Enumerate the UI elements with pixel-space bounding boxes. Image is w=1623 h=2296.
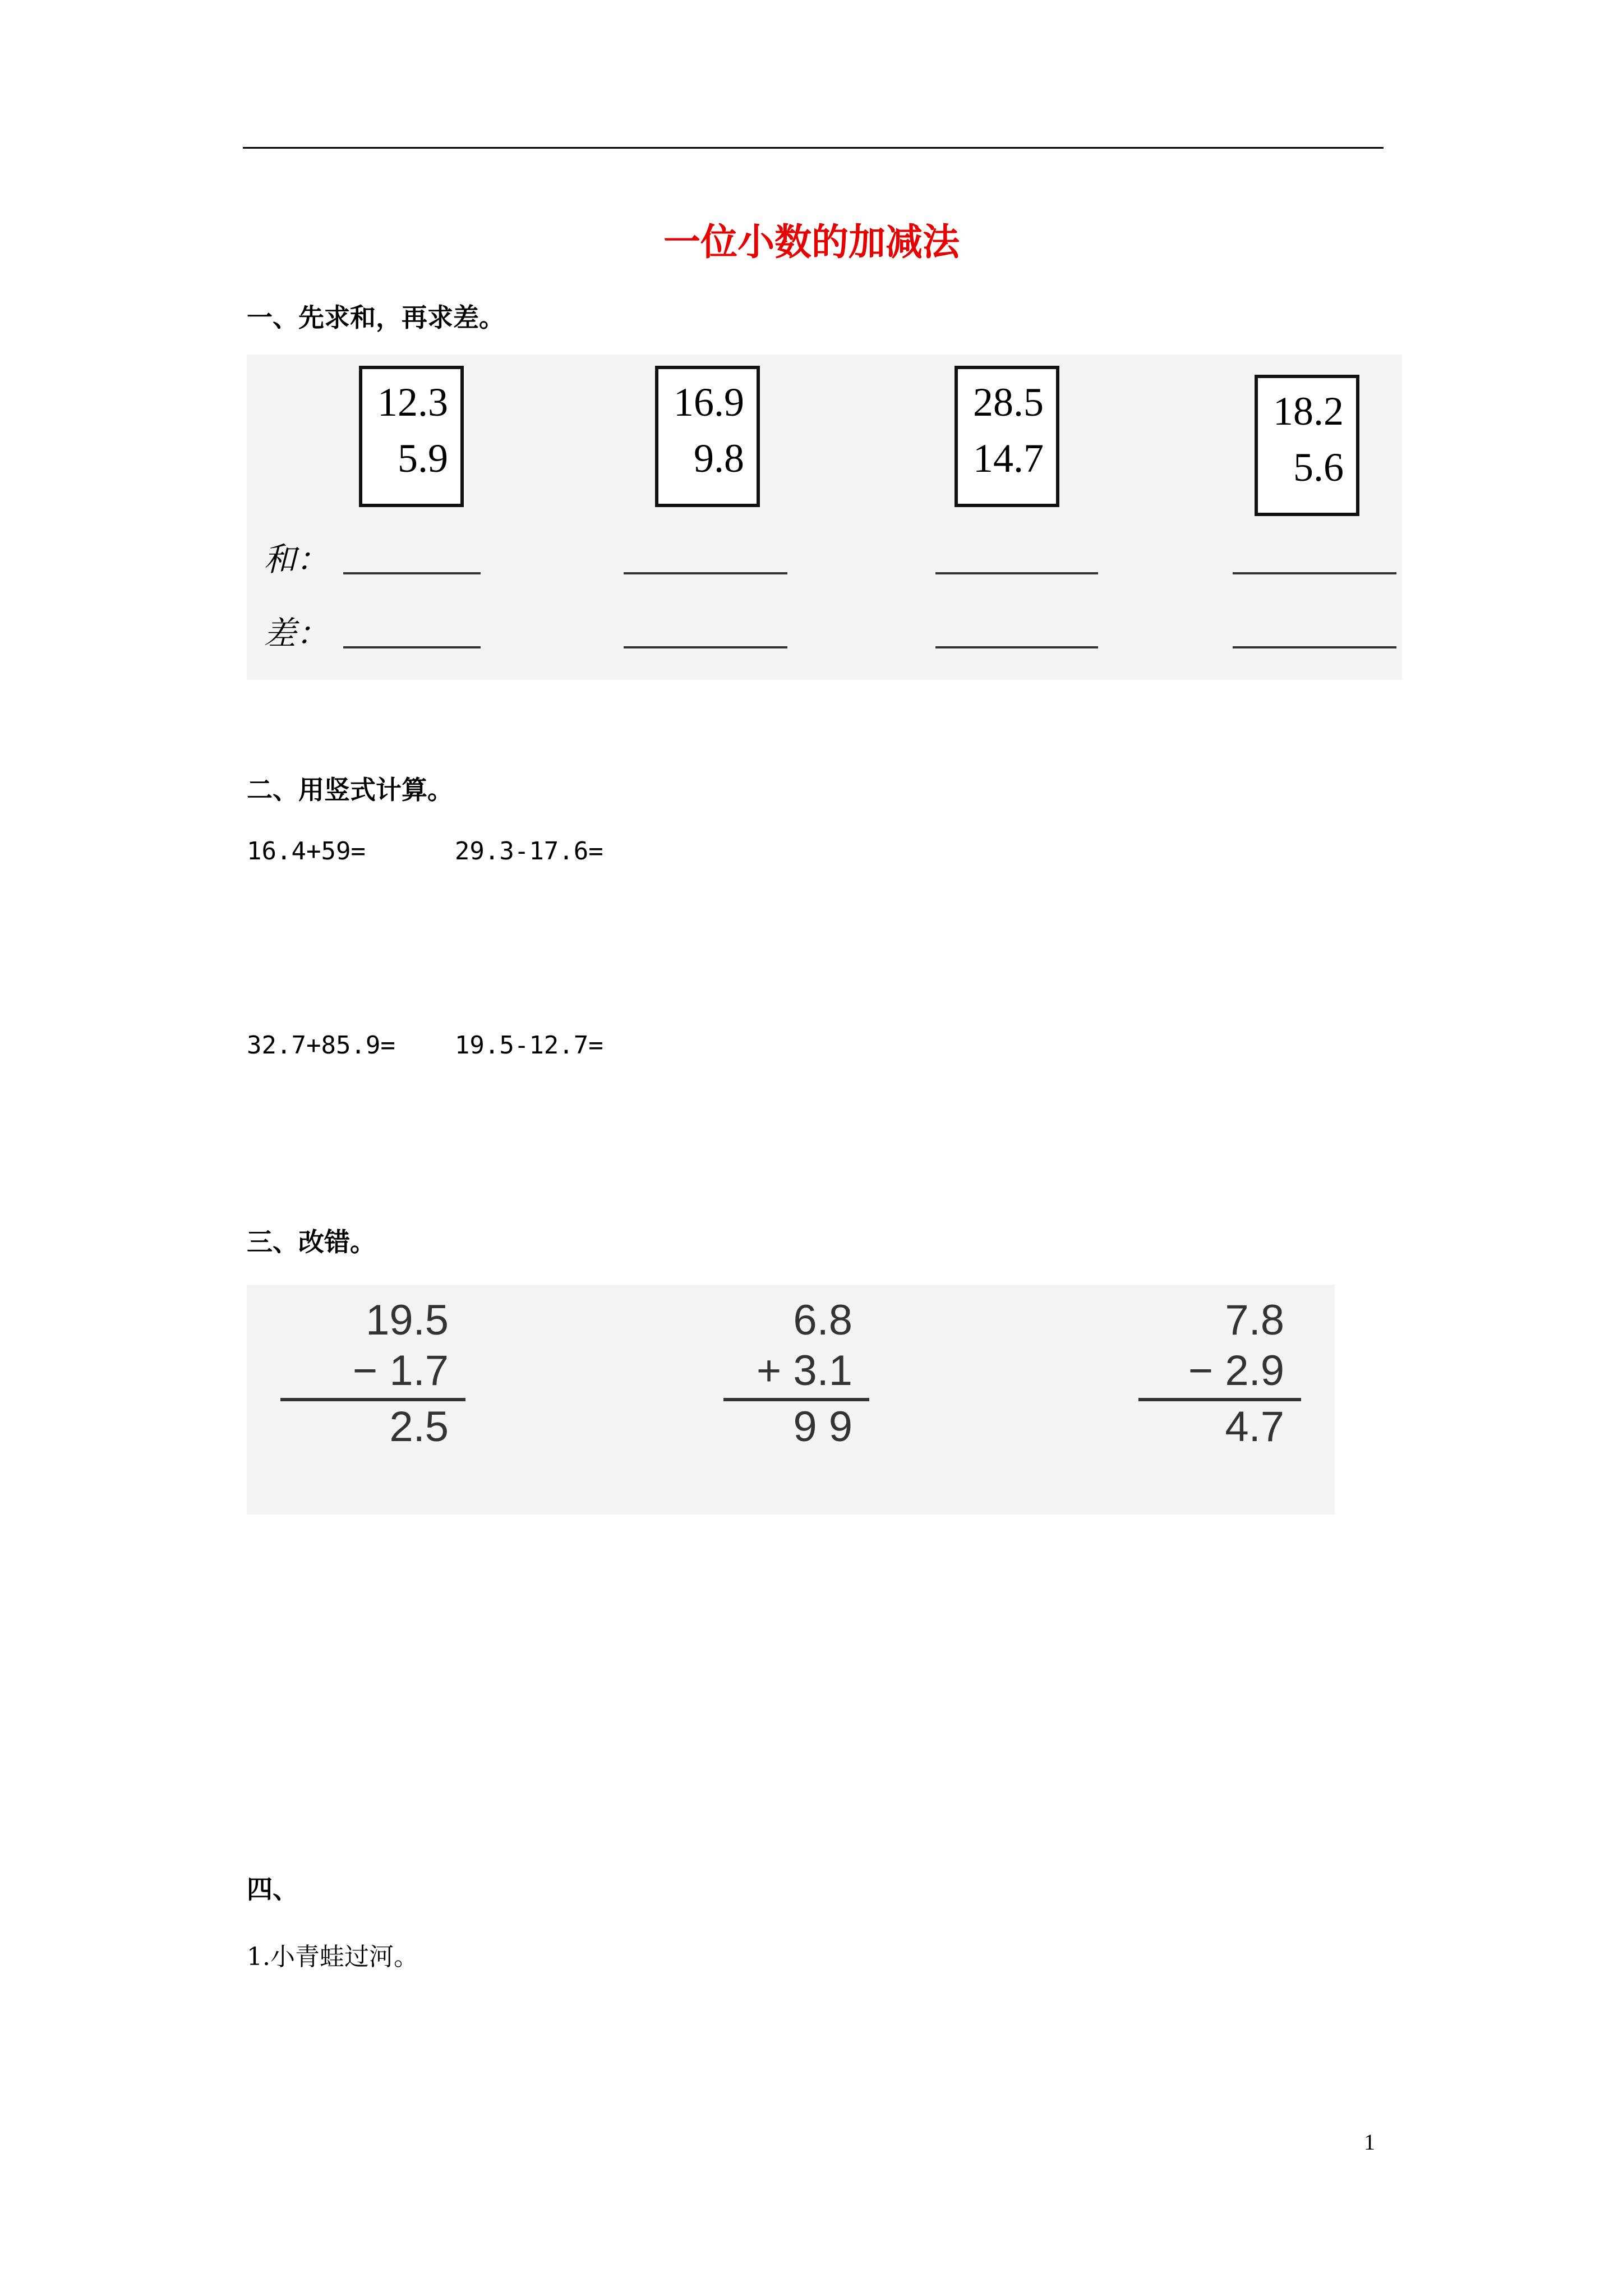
difference-answer-blank[interactable] — [1233, 646, 1396, 648]
box-top-number: 16.9 — [674, 380, 744, 425]
wrong-result: 2.5 — [389, 1403, 449, 1451]
number-pair-box — [955, 366, 1059, 507]
sum-difference-panel — [247, 355, 1402, 680]
section-2-heading: 二、用竖式计算。 — [247, 775, 453, 805]
operation-line: − 1.7 — [352, 1347, 449, 1395]
box-bottom-number: 5.6 — [1293, 445, 1344, 490]
difference-label: 差： — [264, 614, 329, 652]
section-1-heading: 一、先求和，再求差。 — [247, 302, 505, 333]
correction-problem — [280, 1290, 449, 1458]
sum-bar — [723, 1398, 869, 1401]
box-top-number: 28.5 — [973, 380, 1044, 425]
sum-bar — [280, 1398, 465, 1401]
sum-bar — [1138, 1398, 1301, 1401]
operation-line: + 3.1 — [756, 1347, 852, 1395]
addend: 6.8 — [793, 1296, 852, 1344]
sum-answer-blank[interactable] — [343, 572, 481, 574]
box-top-number: 12.3 — [377, 380, 448, 425]
section-3-heading: 三、改错。 — [247, 1227, 376, 1257]
sum-label: 和： — [264, 540, 329, 578]
wrong-result: 9 9 — [793, 1403, 852, 1451]
correction-problem — [723, 1290, 869, 1458]
sum-answer-blank[interactable] — [624, 572, 787, 574]
sum-answer-blank[interactable] — [1233, 572, 1396, 574]
section-4-heading: 四、 — [247, 1874, 298, 1904]
difference-answer-blank[interactable] — [624, 646, 787, 648]
number-pair-box — [1255, 375, 1359, 516]
box-bottom-number: 14.7 — [973, 436, 1044, 481]
correction-problem — [1138, 1290, 1301, 1458]
difference-answer-blank[interactable] — [343, 646, 481, 648]
section-4-item-1: 1.小青蛙过河。 — [247, 1943, 418, 1971]
operation-line: − 2.9 — [1188, 1347, 1284, 1395]
page-title: 一位小数的加减法 — [663, 220, 960, 264]
minuend: 19.5 — [366, 1296, 449, 1344]
minuend: 7.8 — [1225, 1296, 1284, 1344]
difference-answer-blank[interactable] — [935, 646, 1098, 648]
vertical-calc-line-1: 16.4+59= 29.3-17.6= — [247, 837, 603, 866]
sum-answer-blank[interactable] — [935, 572, 1098, 574]
box-bottom-number: 9.8 — [694, 436, 744, 481]
vertical-calc-line-2: 32.7+85.9= 19.5-12.7= — [247, 1031, 603, 1060]
number-pair-box — [359, 366, 464, 507]
header-rule — [243, 147, 1384, 149]
page-number: 1 — [1364, 2129, 1375, 2155]
wrong-result: 4.7 — [1225, 1403, 1284, 1451]
number-pair-box — [655, 366, 760, 507]
box-top-number: 18.2 — [1273, 389, 1344, 434]
box-bottom-number: 5.9 — [398, 436, 448, 481]
error-correction-panel — [247, 1285, 1335, 1515]
